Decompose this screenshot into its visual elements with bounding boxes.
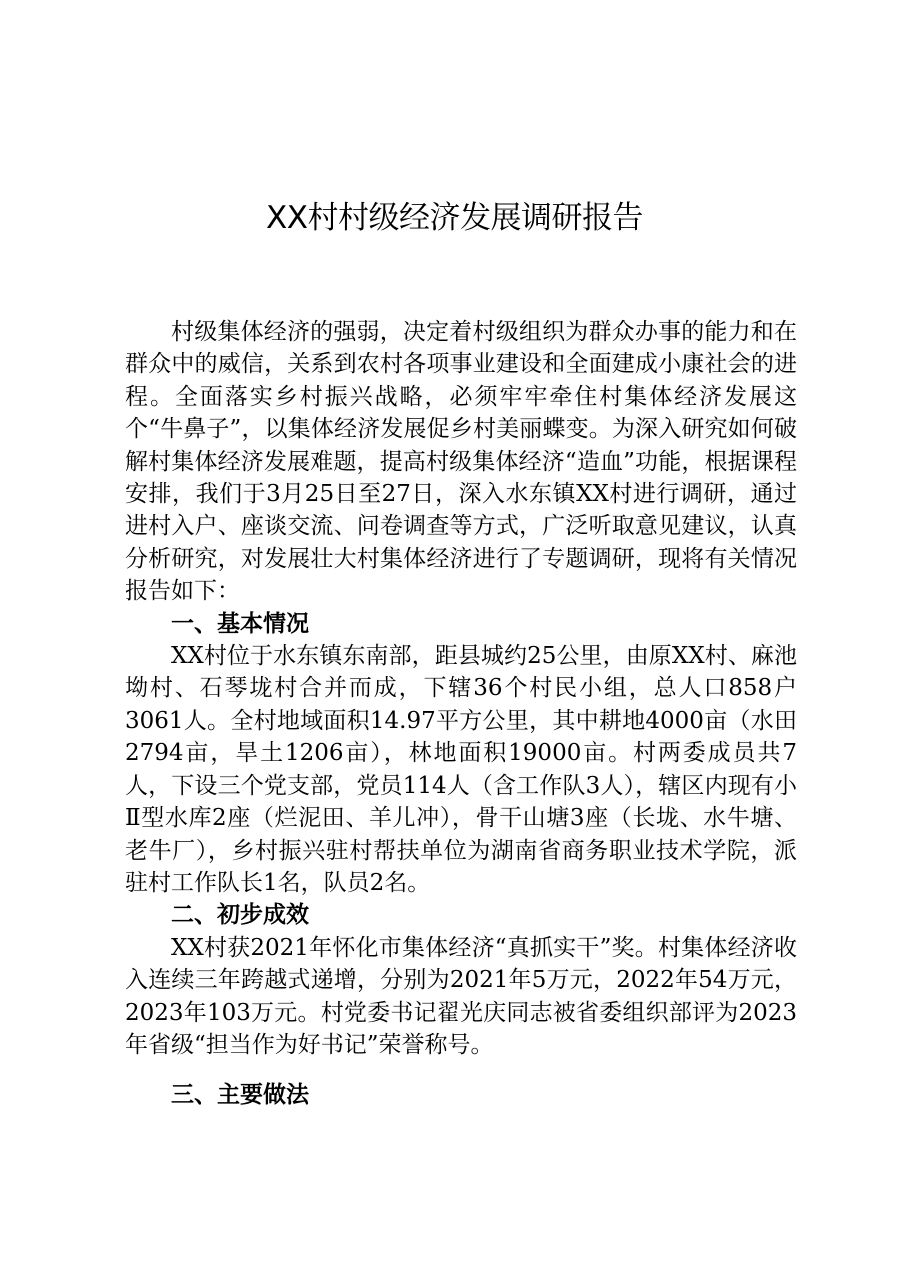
section-heading-basic: 一、基本情况 xyxy=(171,610,309,637)
section-heading-results: 二、初步成效 xyxy=(171,902,309,929)
document-body xyxy=(125,316,797,1112)
section-heading-methods: 三、主要做法 xyxy=(171,1082,309,1109)
section-text-basic: XX村位于水东镇东南部，距县城约25公里，由原XX村、麻池坳村、石琴垅村合并而成，下辖36个村民小组，总人口858户3061人。全村地域面积14.97平方公里，其中耕地4000亩（水田2794亩，旱土1206亩），林地面积19000亩。村两委成员共7人，下设三个党支部，党员114人（含工作队3人），辖区内现有小Ⅱ型水库2座（烂泥田、羊儿冲），骨干山塘3座（长垅、水牛塘、老牛厂），乡村振兴驻村帮扶单位为湖南省商务职业技术学院，派驻村工作队长1名，队员2名。 xyxy=(125,643,797,896)
intro-paragraph: 村级集体经济的强弱，决定着村级组织为群众办事的能力和在群众中的威信，关系到农村各项事业建设和全面建成小康社会的进程。全面落实乡村振兴战略，必须牢牢牵住村集体经济发展这个“牛鼻子”，以集体经济发展促乡村美丽蝶变。为深入研究如何破解村集体经济发展难题，提高村级集体经济“造血”功能，根据课程安排，我们于3月25日至27日，深入水东镇XX村进行调研，通过进村入户、座谈交流、问卷调查等方式，广泛听取意见建议，认真分析研究，对发展壮大村集体经济进行了专题调研，现将有关情况报告如下： xyxy=(125,319,797,605)
section-text-results: XX村获2021年怀化市集体经济“真抓实干”奖。村集体经济收入连续三年跨越式递增，分别为2021年5万元，2022年54万元，2023年103万元。村党委书记翟光庆同志被省委组织部评为2023年省级“担当作为好书记”荣誉称号。 xyxy=(125,934,797,1058)
document-title: XX村村级经济发展调研报告 xyxy=(266,200,643,236)
spacer xyxy=(125,1061,797,1079)
